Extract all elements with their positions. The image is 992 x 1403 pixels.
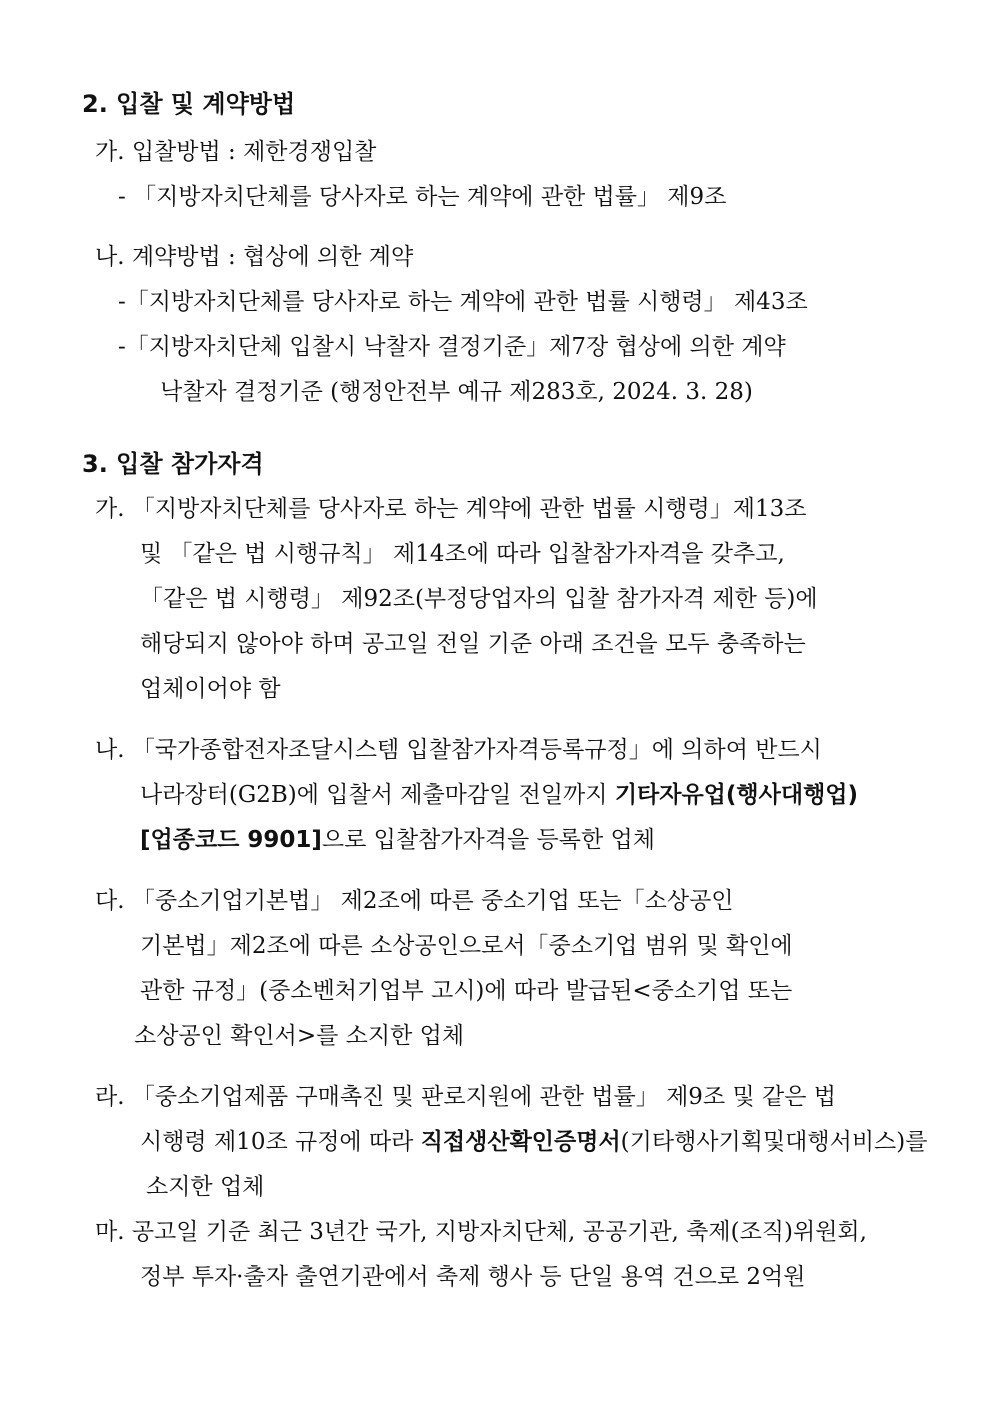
sec3-item-ra: 라. 「중소기업제품 구매촉진 및 판로지원에 관한 법률」 제9조 및 같은 법	[95, 1084, 836, 1110]
section-3-heading: 3. 입찰 참가자격	[82, 450, 264, 478]
sec3-item-ga-cont: 「같은 법 시행령」 제92조(부정당업자의 입찰 참가자격 제한 등)에	[140, 586, 818, 612]
sec3-item-ga-cont: 및 「같은 법 시행규칙」 제14조에 따라 입찰참가자격을 갖추고,	[140, 541, 785, 567]
sec2-item-na: 나. 계약방법 : 협상에 의한 계약	[95, 244, 414, 270]
sec2-item-na-sub2: -「지방자치단체 입찰시 낙찰자 결정기준」제7장 협상에 의한 계약	[118, 334, 786, 360]
sec3-ra-text: 시행령 제10조 규정에 따라	[140, 1129, 421, 1155]
sec3-ra-bold-certificate: 직접생산확인증명서	[420, 1129, 621, 1155]
sec3-item-da: 다. 「중소기업기본법」 제2조에 따른 중소기업 또는「소상공인	[95, 888, 734, 914]
sec2-item-ga-sub: - 「지방자치단체를 당사자로 하는 계약에 관한 법률」 제9조	[118, 184, 727, 210]
sec3-item-ga: 가. 「지방자치단체를 당사자로 하는 계약에 관한 법률 시행령」제13조	[95, 496, 807, 522]
sec2-item-na-sub2-cont: 낙찰자 결정기준 (행정안전부 예규 제283호, 2024. 3. 28)	[160, 379, 753, 405]
sec3-item-ra-cont: 소지한 업체	[146, 1174, 265, 1200]
sec3-na-bold-business-type: 기타자유업(행사대행업)	[614, 782, 859, 808]
sec3-item-da-cont: 관한 규정」(중소벤처기업부 고시)에 따라 발급된<중소기업 또는	[140, 978, 793, 1004]
sec3-item-na-cont	[140, 780, 858, 810]
sec2-item-ga: 가. 입찰방법 : 제한경쟁입찰	[95, 139, 377, 165]
sec3-item-na-cont	[140, 825, 655, 855]
sec3-item-ma-cont: 정부 투자·출자 출연기관에서 축제 행사 등 단일 용역 건으로 2억원	[140, 1264, 806, 1290]
sec3-item-ga-cont: 업체이어야 함	[140, 676, 281, 702]
sec2-item-na-sub1: -「지방자치단체를 당사자로 하는 계약에 관한 법률 시행령」 제43조	[118, 289, 808, 315]
sec3-na-bold-code: [업종코드 9901]	[140, 827, 322, 853]
section-2-heading: 2. 입찰 및 계약방법	[82, 90, 296, 118]
sec3-na-text: 나라장터(G2B)에 입찰서 제출마감일 전일까지	[140, 782, 615, 808]
sec3-item-ma: 마. 공고일 기준 최근 3년간 국가, 지방자치단체, 공공기관, 축제(조직)위원회,	[95, 1219, 867, 1245]
sec3-item-na: 나. 「국가종합전자조달시스템 입찰참가자격등록규정」에 의하여 반드시	[95, 737, 822, 763]
sec3-ra-text: (기타행사기획및대행서비스)를	[620, 1129, 928, 1155]
sec3-item-da-cont: 소상공인 확인서>를 소지한 업체	[134, 1023, 465, 1049]
sec3-item-ga-cont: 해당되지 않아야 하며 공고일 전일 기준 아래 조건을 모두 충족하는	[140, 631, 806, 657]
sec3-item-da-cont: 기본법」제2조에 따른 소상공인으로서「중소기업 범위 및 확인에	[140, 933, 793, 959]
sec3-item-ra-cont	[140, 1127, 927, 1157]
sec3-na-text: 으로 입찰참가자격을 등록한 업체	[321, 827, 655, 853]
